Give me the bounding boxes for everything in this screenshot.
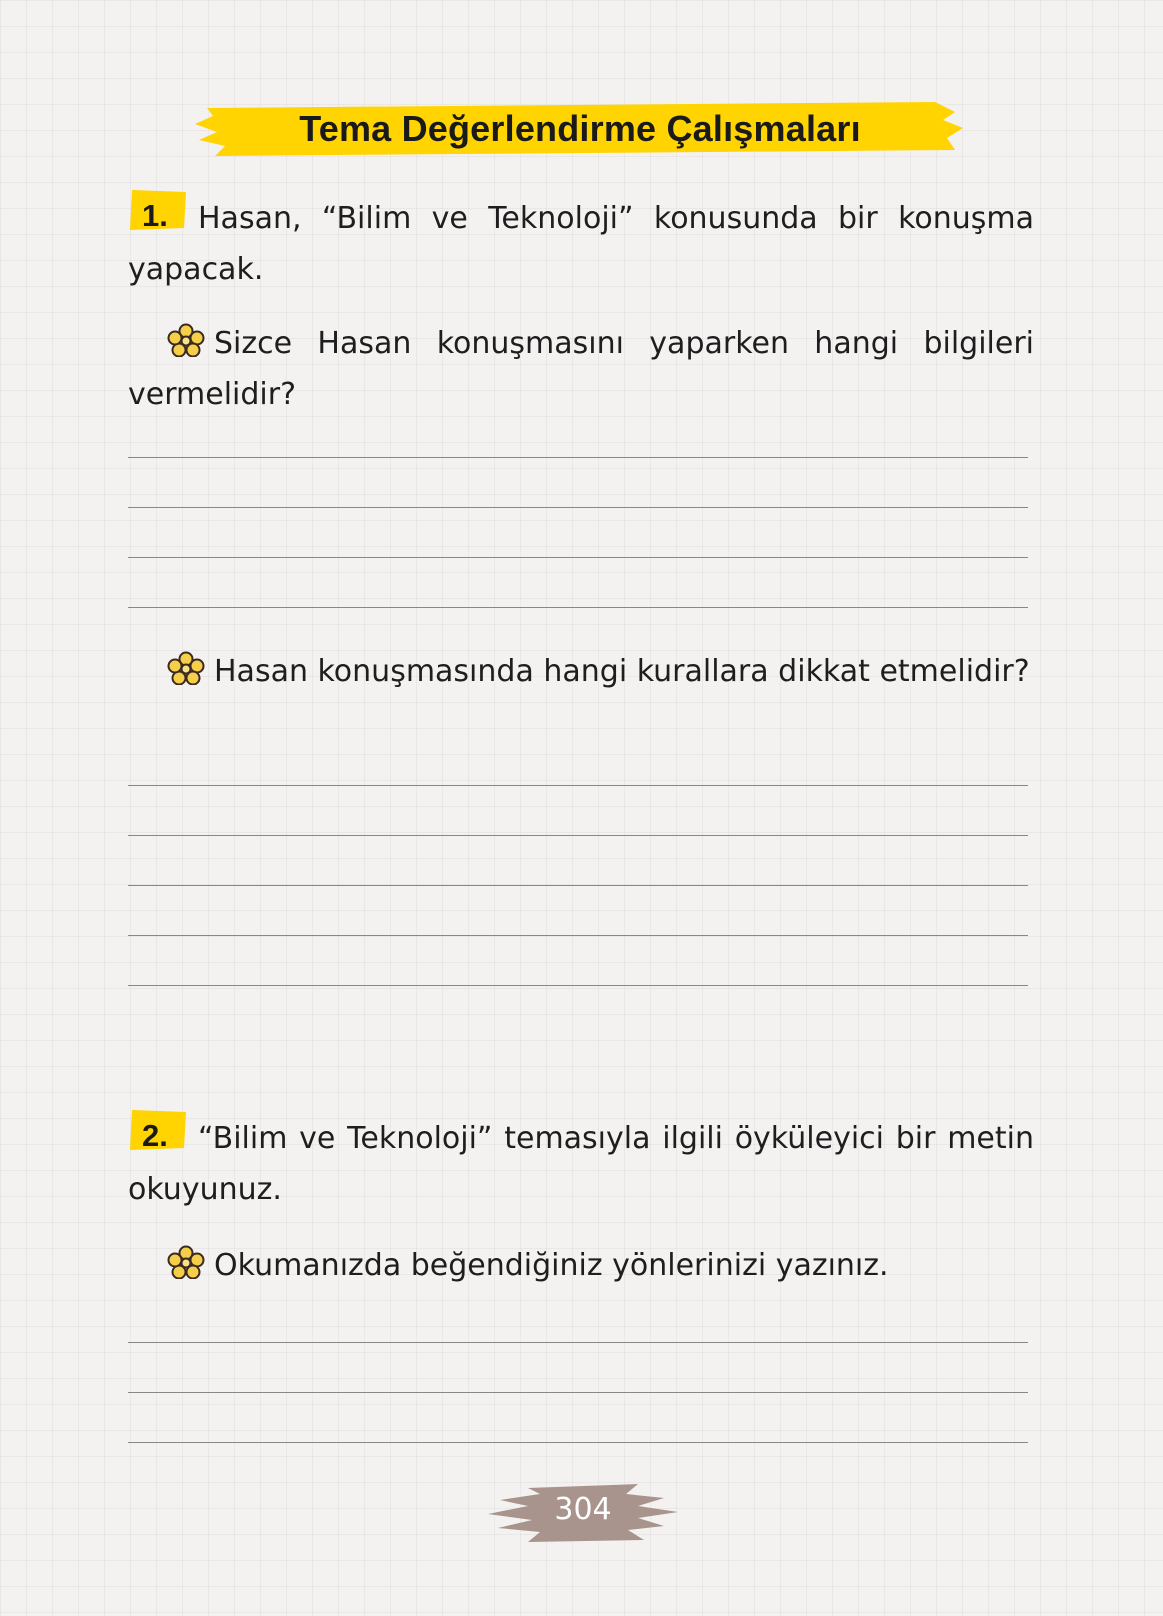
answer-line[interactable] (128, 785, 1028, 786)
question-number: 1. (142, 198, 168, 233)
answer-line[interactable] (128, 457, 1028, 458)
answer-line[interactable] (128, 835, 1028, 836)
sub-question-2a (128, 1240, 1034, 1291)
answer-lines-1b (128, 785, 1028, 1035)
answer-line[interactable] (128, 1342, 1028, 1343)
flower-icon (166, 651, 206, 685)
answer-line[interactable] (128, 1442, 1028, 1443)
question-number-badge (128, 188, 190, 232)
answer-line[interactable] (128, 507, 1028, 508)
answer-line[interactable] (128, 935, 1028, 936)
page-title: Tema Değerlendirme Çalışmaları (299, 108, 861, 149)
title-banner (195, 100, 965, 158)
sub-question-text: Okumanızda beğendiğiniz yönlerinizi yazınız. (214, 1248, 889, 1283)
question-2 (128, 1108, 1034, 1215)
question-text: “Bilim ve Teknoloji” temasıyla ilgili öyküleyici bir metin okuyunuz. (128, 1121, 1034, 1207)
sub-question-1b (128, 646, 1034, 697)
answer-line[interactable] (128, 985, 1028, 986)
answer-line[interactable] (128, 607, 1028, 608)
page-number-badge (488, 1482, 678, 1544)
sub-question-1a (128, 318, 1034, 420)
answer-line[interactable] (128, 557, 1028, 558)
answer-line[interactable] (128, 885, 1028, 886)
question-text: Hasan, “Bilim ve Teknoloji” konusunda bir konuşma yapacak. (128, 201, 1034, 287)
answer-line[interactable] (128, 1392, 1028, 1393)
sub-question-text: Sizce Hasan konuşmasını yaparken hangi bilgileri vermelidir? (128, 326, 1034, 412)
question-number: 2. (142, 1118, 168, 1153)
sub-question-text: Hasan konuşmasında hangi kurallara dikkat etmelidir? (214, 654, 1030, 689)
flower-icon (166, 1245, 206, 1279)
question-number-badge (128, 1108, 190, 1152)
answer-lines-1a (128, 457, 1028, 657)
question-1 (128, 188, 1034, 295)
answer-lines-2a (128, 1342, 1028, 1492)
flower-icon (166, 323, 206, 357)
page-number: 304 (554, 1492, 612, 1527)
